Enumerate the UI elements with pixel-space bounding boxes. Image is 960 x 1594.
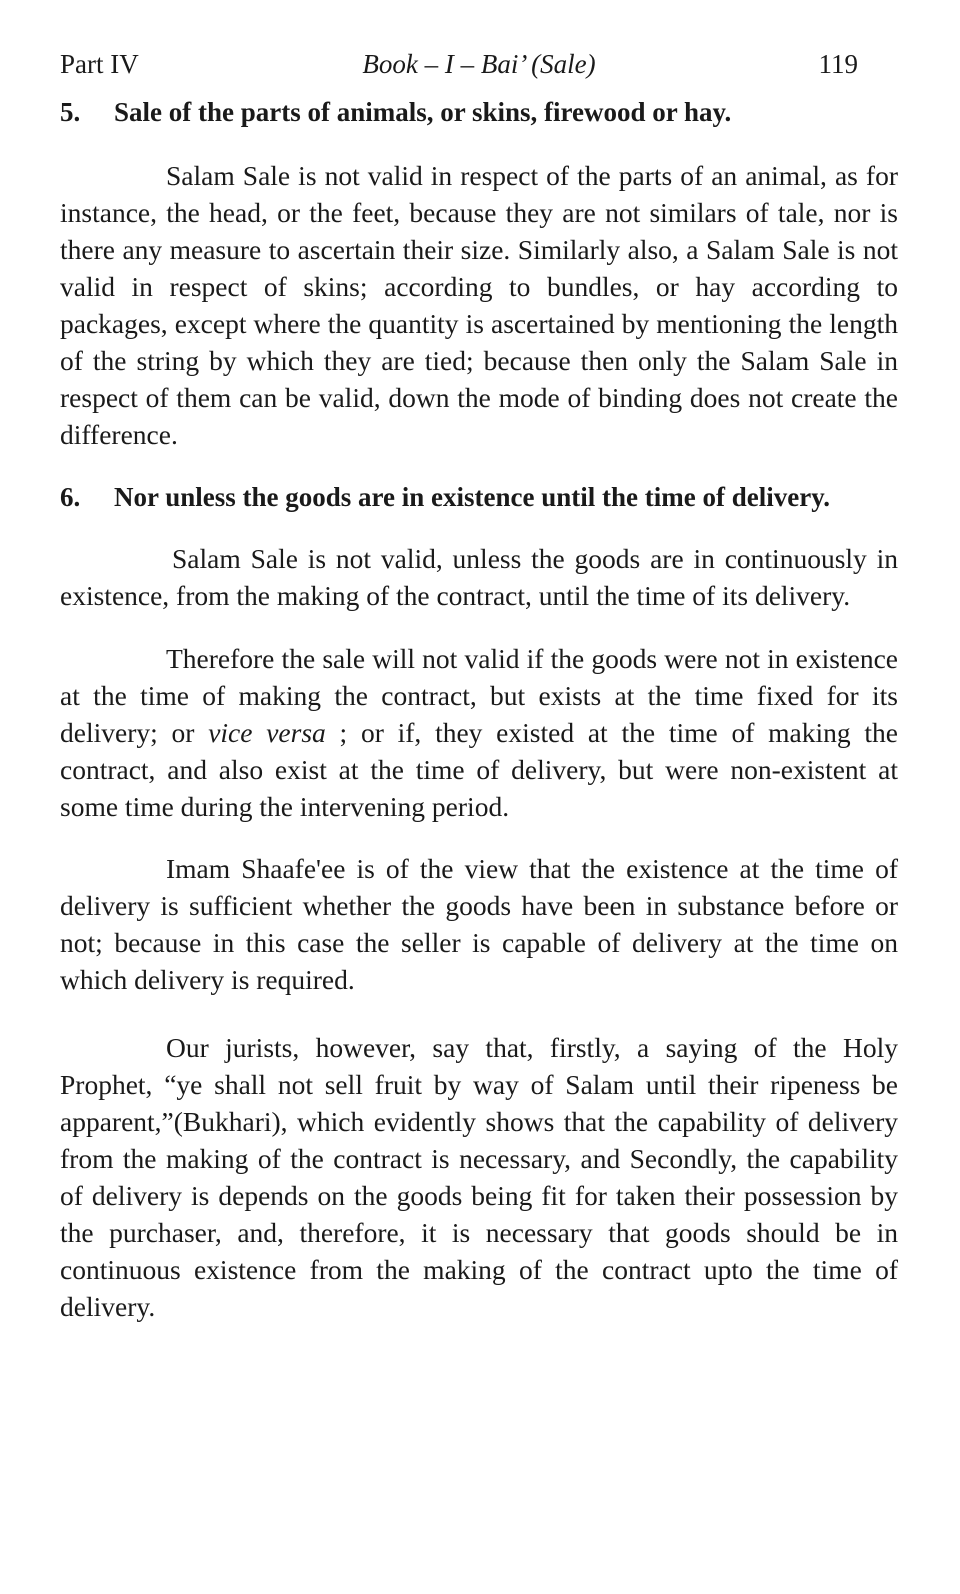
section-6-heading — [60, 479, 898, 516]
section-6-paragraph-1: Salam Sale is not valid, unless the goods are in continuously in existence, from the making of the contract, until the time of its delivery. — [60, 543, 898, 611]
section-6-paragraph-3: Imam Shaafe'ee is of the view that the existence at the time of delivery is sufficient whether the goods have been in substance before or not; because in this case the seller is capable of delivery at the time on which delivery is required. — [60, 853, 898, 995]
section-6-number: 6. — [60, 482, 81, 512]
paragraph-2-text-start: Therefore the sale will not valid if the goods were not in existence at the time of making the contract, but exists at the time fixed for its delivery; or — [60, 643, 898, 748]
book-page — [0, 44, 960, 1594]
section-5-heading — [60, 94, 898, 131]
section-6-paragraph-2 — [60, 640, 898, 825]
section-6-paragraph-4: Our jurists, however, say that, firstly, a saying of the Holy Prophet, “ye shall not sell fruit by way of Salam until their ripeness be apparent,”(Bukhari), which evidently shows that the capability of delivery from the making of the contract is necessary, and Secondly, the capability of delivery is depends on the goods being fit for taken their possession by the purchaser, and, therefore, it is necessary that goods should be in continuous existence from the making of the contract upto the time of delivery. — [60, 1032, 898, 1322]
book-title: Book – I – Bai’ (Sale) — [362, 49, 596, 79]
section-6-title: Nor unless the goods are in existence until the time of delivery. — [114, 482, 830, 512]
page-number: 119 — [818, 49, 858, 79]
running-header — [60, 44, 898, 84]
part-label: Part IV — [60, 49, 139, 79]
paragraph-2-text-end: ; or if, they existed at the time of making the contract, and also exist at the time of delivery, but were non-existent at some time during the intervening period. — [60, 717, 898, 822]
vice-versa-italic: vice versa — [208, 717, 326, 748]
section-5-title: Sale of the parts of animals, or skins, firewood or hay. — [114, 97, 732, 127]
section-5-number: 5. — [60, 97, 81, 127]
section-5-paragraph: Salam Sale is not valid in respect of the parts of an animal, as for instance, the head, or the feet, because they are not similars of tale, nor is there any measure to ascertain their size. Similarly also, a Salam Sale is not valid in respect of skins; according to bundles, or hay according to packages, except where the quantity is ascertained by mentioning the length of the string by which they are tied; because then only the Salam Sale in respect of them can be valid, down the mode of binding does not create the difference. — [60, 160, 898, 450]
